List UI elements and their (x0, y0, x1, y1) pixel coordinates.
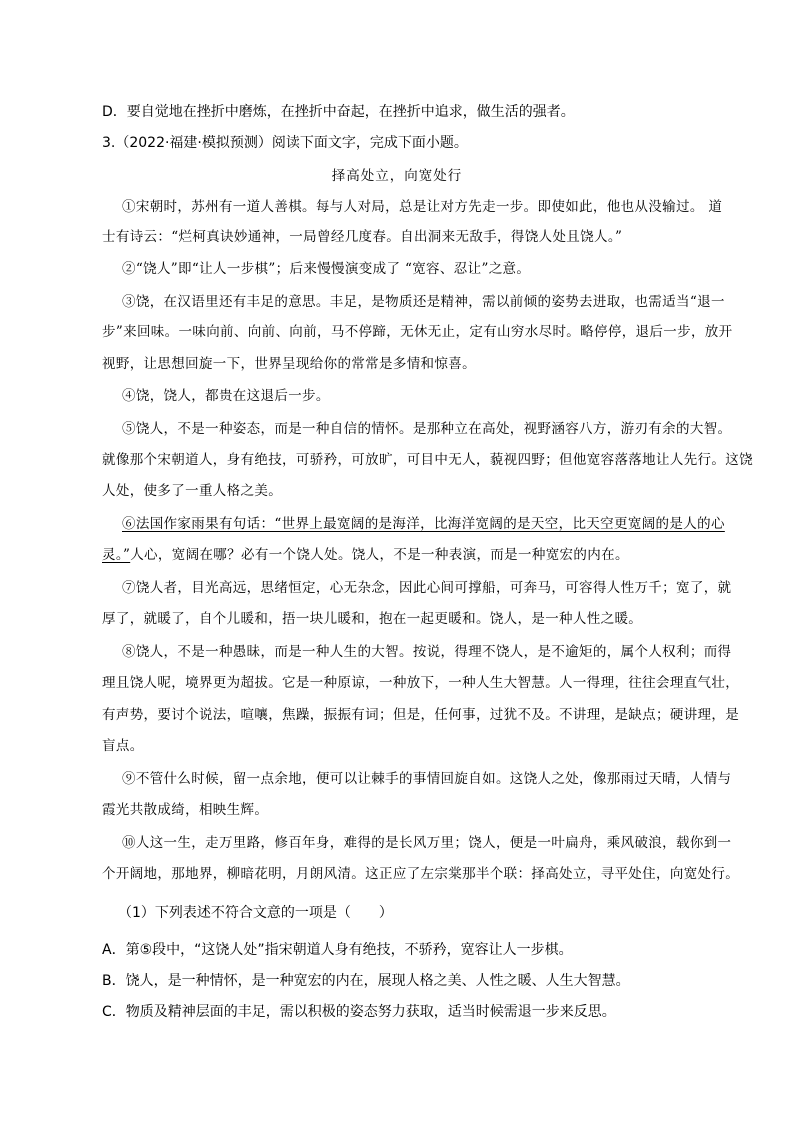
passage-line: ①宋朝时，苏州有一道人善棋。每与人对局，总是让对方先走一步。即使如此，他也从没输过。 道 (122, 199, 723, 215)
passage-line: ⑨不管什么时候，留一点余地，便可以让棘手的事情回旋自如。这饶人之处，像那雨过天晴，人情与 (122, 771, 732, 787)
passage-line (102, 545, 629, 565)
option-c: C．物质及精神层面的丰足，需以积极的姿态努力获取，适当时候需退一步来反思。 (102, 1004, 616, 1020)
underlined-quote-line: ⑥法国作家雨果有句话：“世界上最宽阔的是海洋，比海洋宽阔的是天空，比天空更宽阔的是人的心 (122, 516, 725, 532)
passage-line: 个开阔地，那地界，柳暗花明，月朗风清。这正应了左宗棠那半个联：择高处立，寻平处住，向宽处行。 (102, 866, 740, 882)
option-a: A．第⑤段中，“这饶人处”指宋朝道人身有绝技，不骄矜，宽容让人一步棋。 (102, 942, 573, 958)
passage-line: 士有诗云：“烂柯真诀妙通神，一局曾经几度春。自出洞来无敌手，得饶人处且饶人。” (102, 229, 623, 245)
passage-line-rest: 人心，宽阔在哪？必有一个饶人处。饶人，不是一种表演，而是一种宽宏的内在。 (130, 547, 629, 563)
underlined-quote-end: 灵。” (102, 547, 131, 563)
passage-line: ④饶，饶人，都贵在这退后一步。 (122, 388, 330, 404)
passage-line: 步”来回味。一味向前、向前、向前，马不停蹄，无休无止，定有山穷水尽时。略停停，退后一步，放开 (102, 324, 733, 340)
passage-line: ③饶，在汉语里还有丰足的意思。丰足，是物质还是精神，需以前倾的姿势去进取，也需适当“退一 (122, 294, 725, 310)
passage-line: 就像那个宋朝道人，身有绝技，可骄矜，可放旷，可目中无人，藐视四野；但他宽容落落地让人先行。这饶 (102, 452, 753, 468)
option-d-previous: D．要自觉地在挫折中磨炼，在挫折中奋起，在挫折中追求，做生活的强者。 (102, 104, 575, 120)
question-3-intro: 3.（2022·福建·模拟预测）阅读下面文字，完成下面小题。 (102, 135, 468, 151)
passage-line: 有声势，要讨个说法，喧嚷，焦躁，振振有词；但是，任何事，过犹不及。不讲理，是缺点；硬讲理，是 (102, 707, 740, 723)
passage-line: ⑦饶人者，目光高远，思绪恒定，心无杂念，因此心间可撑船，可奔马，可容得人性万千；宽了，就 (122, 580, 732, 596)
passage-line: 人处，使多了一重人格之美。 (102, 483, 283, 499)
passage-line: 厚了，就暖了，自个儿暖和，捂一块儿暖和，抱在一起更暖和。饶人，是一种人性之暖。 (102, 611, 643, 627)
passage-line: ②“饶人”即“让人一步棋”；后来慢慢演变成了 “宽容、忍让”之意。 (122, 261, 531, 277)
passage-line: ⑩人这一生，走万里路，修百年身，难得的是长风万里；饶人，便是一叶扁舟，乘风破浪，载你到一 (122, 835, 732, 851)
passage-line: 视野，让思想回旋一下，世界呈现给你的常常是多情和惊喜。 (102, 356, 476, 372)
passage-line: 理且饶人呢，境界更为超拔。它是一种原谅，一种放下，一种人生大智慧。人一得理，往往会理直气壮， (102, 675, 740, 691)
passage-line: 霞光共散成绮，相映生辉。 (102, 802, 269, 818)
passage-line: ⑧饶人，不是一种愚昧，而是一种人生的大智。按说，得理不饶人，是不逾矩的，属个人权利；而得 (122, 644, 732, 660)
option-b: B．饶人，是一种情怀，是一种宽宏的内在，展现人格之美、人性之暖、人生大智慧。 (102, 973, 630, 989)
sub-question-stem: （1）下列表述不符合文意的一项是（ ） (118, 905, 393, 921)
passage-line: ⑤饶人，不是一种姿态，而是一种自信的情怀。是那种立在高处，视野涵容八方，游刃有余的大智。 (122, 421, 732, 437)
passage-title: 择高处立，向宽处行 (331, 168, 463, 184)
passage-line: 盲点。 (102, 738, 144, 754)
